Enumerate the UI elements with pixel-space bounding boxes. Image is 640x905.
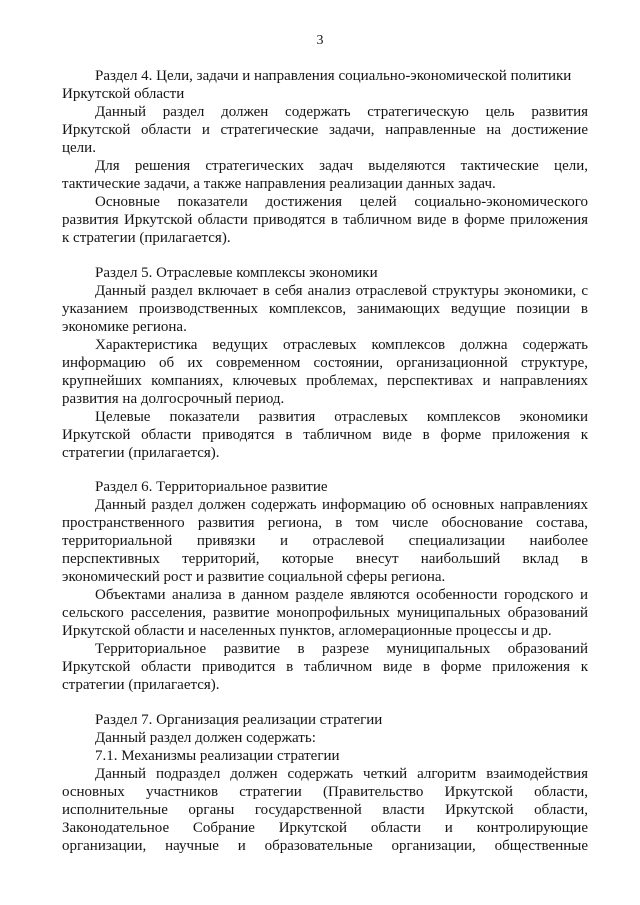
text-line: Иркутской области приводятся в табличном виде в форме приложения к xyxy=(62,427,588,443)
text-line: сельского расселения, развитие монопрофильных муниципальных образований xyxy=(62,605,588,621)
text-line: Данный подраздел должен содержать четкий алгоритм взаимодействия xyxy=(95,766,588,782)
text-line: Данный раздел должен содержать: xyxy=(95,730,316,746)
text-line: развития Иркутской области приводятся в табличном виде в форме приложения xyxy=(62,212,588,228)
text-line: Законодательное Собрание Иркутской области и контролирующие xyxy=(62,820,588,836)
text-line: исполнительные органы государственной власти Иркутской области, xyxy=(62,802,588,818)
text-line: экономический рост и развитие социальной сферы региона. xyxy=(62,569,446,585)
text-line: Иркутской области и населенных пунктов, агломерационные процессы и др. xyxy=(62,623,552,639)
text-line: территориальной привязки и отраслевой специализации наиболее xyxy=(62,533,588,549)
text-line: Для решения стратегических задач выделяются тактические цели, xyxy=(95,158,588,174)
text-line: Объектами анализа в данном разделе являются особенности городского и xyxy=(95,587,588,603)
text-line: Основные показатели достижения целей социально-экономического xyxy=(95,194,588,210)
text-line: основных участников стратегии (Правительство Иркутской области, xyxy=(62,784,588,800)
text-line: организации, научные и образовательные организации, общественные xyxy=(62,838,588,854)
text-line: стратегии (прилагается). xyxy=(62,677,220,693)
text-line: экономике региона. xyxy=(62,319,187,335)
text-line: Данный раздел должен содержать информацию об основных направлениях xyxy=(95,497,588,513)
text-line: перспективных территорий, которые внесут наибольший вклад в xyxy=(62,551,588,567)
section-5-heading: Раздел 5. Отраслевые комплексы экономики xyxy=(95,265,378,281)
text-line: Иркутской области приводится в табличном виде в форме приложения к xyxy=(62,659,588,675)
section-4-heading: Раздел 4. Цели, задачи и направления социально-экономической политики xyxy=(95,68,572,84)
text-line: стратегии (прилагается). xyxy=(62,445,220,461)
subsection-heading: 7.1. Механизмы реализации стратегии xyxy=(95,748,340,764)
text-line: Характеристика ведущих отраслевых комплексов должна содержать xyxy=(95,337,588,353)
text-line: цели. xyxy=(62,140,96,156)
section-7-heading: Раздел 7. Организация реализации стратегии xyxy=(95,712,383,728)
text-line: Данный раздел должен содержать стратегическую цель развития xyxy=(95,104,588,120)
text-line: Целевые показатели развития отраслевых комплексов экономики xyxy=(95,409,588,425)
text-line: Территориальное развитие в разрезе муниципальных образований xyxy=(95,641,588,657)
page-number: 3 xyxy=(316,33,324,48)
text-line: информацию об их современном состоянии, организационной структуре, xyxy=(62,355,588,371)
text-line: к стратегии (прилагается). xyxy=(62,230,231,246)
text-line: развития на долгосрочный период. xyxy=(62,391,285,407)
text-line: тактические задачи, а также направления реализации данных задач. xyxy=(62,176,496,192)
text-line: крупнейших компаниях, ключевых проблемах, перспективах и направлениях xyxy=(62,373,588,389)
text-line: Иркутской области и стратегические задачи, направленные на достижение xyxy=(62,122,588,138)
section-6-heading: Раздел 6. Территориальное развитие xyxy=(95,479,328,495)
section-4-heading: Иркутской области xyxy=(62,86,185,102)
text-line: указанием производственных комплексов, занимающих ведущие позиции в xyxy=(62,301,588,317)
text-line: Данный раздел включает в себя анализ отраслевой структуры экономики, с xyxy=(95,283,588,299)
text-line: пространственного развития региона, в том числе обоснование состава, xyxy=(62,515,588,531)
